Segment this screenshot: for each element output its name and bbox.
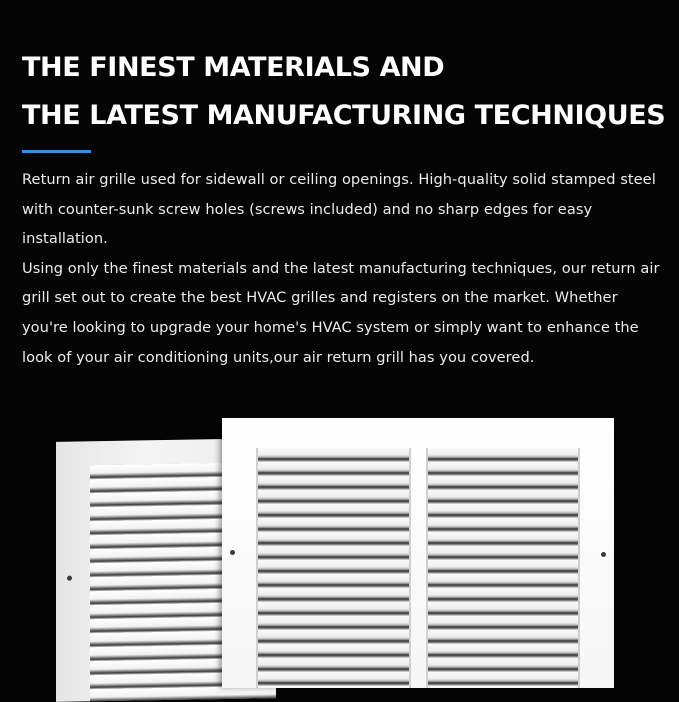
description-paragraph-2: Using only the finest materials and the latest manufacturing techniques, our return air grill set out to create the best HVAC grilles and registers on the market. Whether you're looking to upgrade your home's HVAC system or simply want to enhance the look of your air conditioning units,our air return grill has you covered. <box>22 259 660 366</box>
screw-hole <box>601 552 606 557</box>
headline-line-2: THE LATEST MANUFACTURING TECHNIQUES <box>22 100 666 131</box>
headline-line-1: THE FINEST MATERIALS AND <box>22 52 445 83</box>
product-description <box>22 165 662 372</box>
grille-louvers-left <box>256 448 411 688</box>
screw-hole <box>230 550 235 555</box>
headline <box>22 44 665 140</box>
grille-louvers-right <box>426 448 580 688</box>
description-paragraph-1: Return air grille used for sidewall or ceiling openings. High-quality solid stamped steel with counter-sunk screw holes (screws included) and no sharp edges for easy installation. <box>22 171 656 248</box>
screw-hole <box>67 576 72 581</box>
grille-front-panel <box>222 418 614 688</box>
grille-product-photo <box>0 400 679 679</box>
accent-divider <box>22 150 91 153</box>
